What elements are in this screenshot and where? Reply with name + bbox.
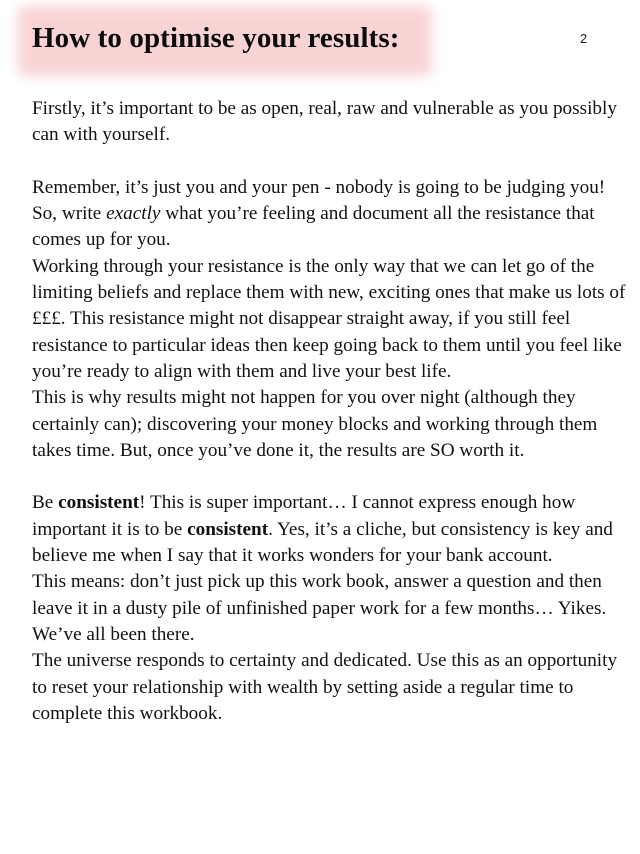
paragraph-text: This means: don’t just pick up this work book, answer a question and then leave it in a dusty pile of unfinished paper work for a few months… Yikes. We’ve all been there. [32, 571, 607, 645]
paragraph-this-means [32, 569, 628, 648]
paragraph-text: Working through your resistance is the only way that we can let go of the limiting beliefs and replace them with new, exciting ones that make us lots of £££. This resistance might not disappear straight away, if you still feel resistance to particular ideas then keep going back to them until you feel like you’re ready to align with them and live your best life. [32, 255, 626, 382]
emphasis-exactly: exactly [106, 203, 161, 225]
page-title: How to optimise your results: [32, 22, 400, 54]
paragraph-text: This is why results might not happen for you over night (although they certainly can); discovering your money blocks and working through them takes time. But, once you’ve done it, the results are SO worth it. [32, 387, 598, 461]
bold-consistent: consistent [58, 492, 140, 514]
paragraph-text: The universe responds to certainty and dedicated. Use this as an opportunity to reset your relationship with wealth by setting aside a regular time to complete this workbook. [32, 650, 618, 724]
paragraph-gap [32, 464, 628, 490]
page-number: 2 [580, 31, 588, 46]
paragraph-text: Firstly, it’s important to be as open, real, raw and vulnerable as you possibly can with yourself. [32, 98, 617, 146]
paragraph-just-you-and-pen [32, 175, 628, 254]
bold-consistent: consistent [187, 518, 269, 540]
paragraph-working-through-resistance [32, 254, 628, 385]
body-text [32, 96, 628, 727]
paragraph-text: Be [32, 492, 59, 514]
paragraph-text: Remember, it’s just you and your pen - nobody is going to be judging you! So, write [32, 176, 606, 225]
paragraph-text: . Yes, it’s a cliche, but consistency is key and believe me when I say that it works wonders for your bank account. [32, 518, 613, 567]
paragraph-text: what you’re feeling and document all the resistance that comes up for you. [32, 203, 595, 251]
paragraph-be-consistent [32, 490, 628, 569]
paragraph-open-vulnerable [32, 96, 628, 149]
paragraph-why-results [32, 385, 628, 464]
paragraph-gap [32, 149, 628, 175]
paragraph-universe-responds [32, 648, 628, 727]
paragraph-text: ! This is super important… I cannot express enough how important it is to be [32, 492, 576, 540]
